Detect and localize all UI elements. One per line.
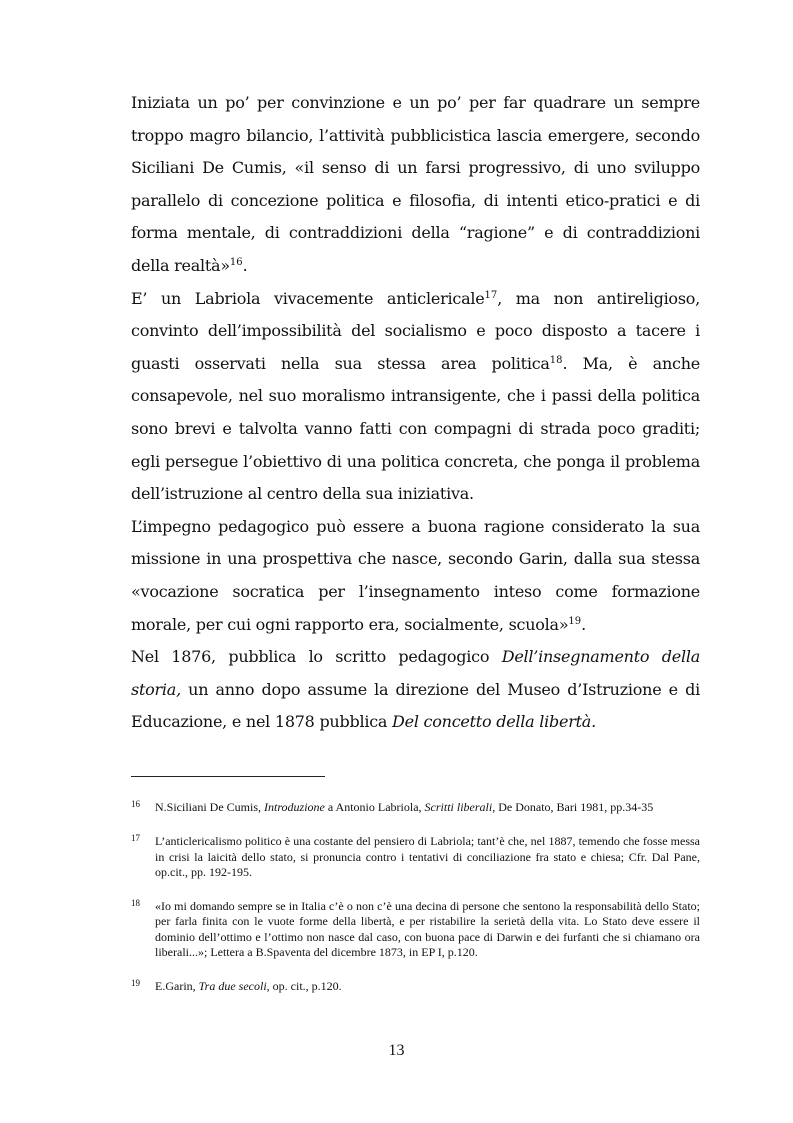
footnote-18: 18 «Io mi domando sempre se in Italia c’è o non c’è una decina di persone che sentono la responsabilità dello Stato; per farla finita con le vuote forme della libertà, e per ristabilire la serietà della vita. Lo Stato deve essere il dominio dell’ottimo e l’ottimo non nasce dal caso, con buona pace di Darwin e dei furfanti che si chiamano ora liberali...»; Lettera a B.Spaventa del dicembre 1873, in EP I, p.120.	[131, 898, 700, 960]
footnote-ref-18[interactable]: 18	[549, 354, 563, 366]
footnote-17: 17 L’anticlericalismo politico è una costante del pensiero di Labriola; tant’è che, nel 1887, temendo che fosse messa in crisi la laicità dello stato, si pronuncia contro i tentativi di conciliazione fra stato e chiesa; Cfr. Dal Pane, op.cit., pp. 192-195.	[131, 833, 700, 879]
paragraph-1: Iniziata un po’ per convinzione e un po’ per far quadrare un sempre troppo magro bilancio, l’attività pubblicistica lascia emergere, secondo Siciliani De Cumis, «il senso di un farsi progressivo, di uno sviluppo parallelo di concezione politica e filosofia, di intenti etico-pratici e di forma mentale, di contraddizioni della “ragione” e di contraddizioni della realtà»$^{16}$.	[131, 93, 700, 275]
footnote-ref-16[interactable]: 16	[229, 256, 243, 268]
title-italic-liberta: Del concetto della libertà.	[392, 712, 596, 732]
footnote-19: 19 E.Garin, Tra due secoli, op. cit., p.120.	[131, 978, 342, 994]
footnote-number: 16	[131, 799, 140, 809]
title-italic-storia: Dell’insegnamento della storia,	[131, 647, 701, 699]
page-number: 13	[388, 1042, 405, 1059]
footnote-ref-17[interactable]: 17	[484, 289, 498, 301]
footnote-number: 18	[131, 898, 140, 909]
body-text	[131, 87, 700, 739]
footnotes	[131, 800, 700, 1014]
paragraph-3: L’impegno pedagogico può essere a buona ragione considerato la sua missione in una prospettiva che nasce, secondo Garin, dalla sua stessa «vocazione socratica per l’insegnamento inteso come formazione morale, per cui ogni rapporto era, socialmente, scuola»$^{19}$.	[131, 516, 700, 634]
paragraph-2: E’ un Labriola vivacemente anticlericale$^{17}$, ma non antireligioso, convinto dell’impossibilità del socialismo e poco disposto a tacere i guasti osservati nella sua stessa area politica$^{18}$. Ma, è anche consapevole, nel suo moralismo intransigente, che i passi della politica sono brevi e talvolta vanno fatti con compagni di strada poco graditi; egli persegue l’obiettivo di una politica concreta, che ponga il problema dell’istruzione al centro della sua iniziativa.	[131, 288, 700, 504]
paragraph-4: Nel 1876, pubblica lo scritto pedagogico Dell’insegnamento della storia, un anno dopo assume la direzione del Museo d’Istruzione e di Educazione, e nel 1878 pubblica Del concetto della libertà.	[131, 647, 701, 732]
footnote-number: 17	[131, 833, 140, 844]
footnote-number: 19	[131, 978, 140, 989]
footnote-16: 16 N.Siciliani De Cumis, Introduzione a Antonio Labriola, Scritti liberali, De Donato, Bari 1981, pp.34-35	[131, 799, 654, 814]
footnote-separator	[131, 776, 325, 777]
footnote-ref-19[interactable]: 19	[568, 615, 582, 627]
